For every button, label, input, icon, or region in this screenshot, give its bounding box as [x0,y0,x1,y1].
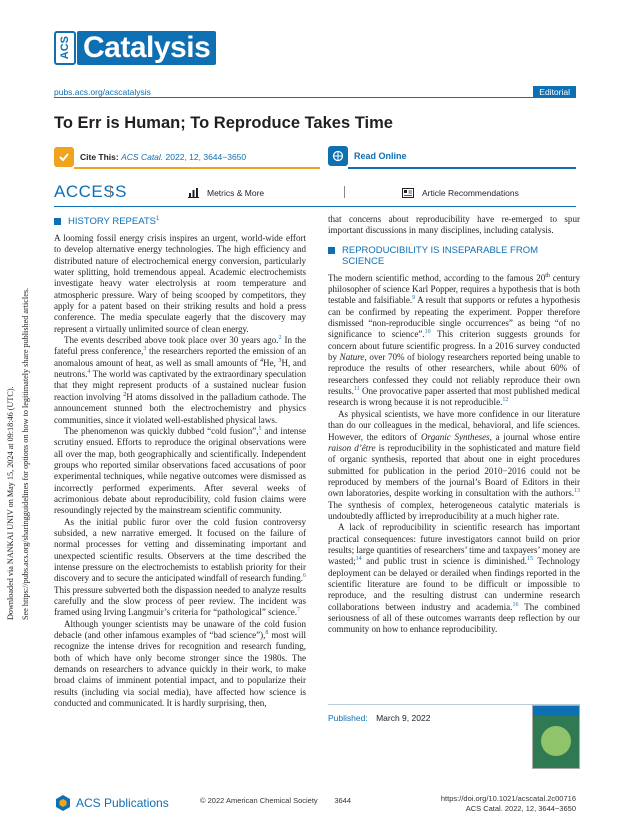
paragraph: As physical scientists, we have more confidence in our literature than do our colleagues in the medical, behavioral, and life sciences. However, the editors of Organic Syntheses, a journal whose entire raison d’être is reproducibility in the sophisticated and mature field of organic synthesis, reported that about one in eight procedures submitted for publication in the period 2010−2016 could not be reproduced by members of the journal’s Board of Editors in their own laboratories, despite working in consultation with the authors.$^{13}$ The synthesis of complex, heterogeneous catalytic materials is undoubtedly afflicted by irreproducibility at a much higher rate. [328,408,581,521]
section-heading-reproducibility: REPRODUCIBILITY IS INSEPARABLE FROM SCIENCE [328,245,580,267]
published-label: Published: [328,713,368,723]
read-online-button[interactable] [328,146,407,166]
checkmark-icon [54,147,74,167]
footer-citation [441,794,576,814]
paragraph: that concerns about reproducibility have re-emerged to spur important discussions in many disciplines, including catalysis. [328,214,580,236]
journal-wordmark: Catalysis [77,31,216,65]
footer-citation-line: ACS Catal. 2022, 12, 3644−3650 [465,804,576,813]
section-badge: Editorial [533,86,576,98]
cite-pub: 2022, 12, 3644−3650 [165,152,247,162]
download-notice-line2: See https://pubs.acs.org/sharingguidelines for options on how to legitimately share published articles. [21,287,30,620]
header-divider [54,97,576,98]
access-label: ACCESS [54,182,127,201]
page-number: 3644 [334,796,352,805]
article-title: To Err is Human; To Reproduce Takes Time [54,114,393,132]
cite-journal: ACS Catal. [121,152,164,162]
globe-icon [328,146,348,166]
bar-chart-icon [188,188,199,198]
article-recommendations-link[interactable] [402,188,519,198]
paragraph: A lack of reproducibility in scientific research has important practical consequences: future investigators cannot build on prior results; large quantities of researchers’ time and taxpayers’ money are wasted;$^{14}$ and public trust in science is diminished.$^{15}$ Technology deployment can be delayed or derailed when findings reported in the scientific literature are found to be difficult or impossible to reproduce, and the resulting distrust can undermine research collaborations between industry and academia.$^{16}$ The combined seriousness of all of these outcomes warrants deep reflection by our community on how to enhance reproducibility. [328,522,580,635]
read-online-label: Read Online [354,151,407,161]
document-icon [402,188,414,198]
paragraph: The events described above took place over 30 years ago.$^2$ In the fateful press conference,$^3$ the researchers reported the emission of an anomalous amount of heat, as well as small amounts of $^4$He, $^3$H, and neutrons.$^4$ The world was captivated by the extraordinary speculation that they might represent products of a sustained nuclear fusion reaction involving $^2$H atoms dissolved in the palladium cathode. The announcement stunned both the electrochemistry and physics communities, since it violated well-established physical laws. [54,335,306,425]
journal-cover-thumbnail[interactable] [532,705,580,769]
copyright: © 2022 American Chemical Society 3644 [200,796,352,805]
metrics-more-link[interactable] [188,188,264,198]
published-box [328,704,580,723]
acs-mark: ACS [54,31,76,65]
cite-underline [74,167,320,169]
cite-this[interactable] [54,146,320,168]
access-bar [54,180,576,207]
paragraph: A looming fossil energy crisis inspires an urgent, world-wide effort to develop alternative energy technologies. The high efficiency and distributed nature of electrochemical energy conversion, particularly water splitting, hold tremendous appeal. Academic electrochemists investigate heavy water electrolysis at room temperature and atmospheric pressure. Wary of being scooped by competitors, they apply for a patent based on their striking results and hold a press conference. The media speculate eagerly that the discovery may represent a virtually unlimited source of clean energy. [54,233,306,334]
journal-logo[interactable] [54,30,216,66]
metrics-more-label: Metrics & More [207,188,265,198]
published-date: March 9, 2022 [376,713,431,723]
paragraph: The phenomenon was quickly dubbed “cold fusion”,$^5$ and intense scrutiny ensued. Efforts to reproduce the original observations were all over the map, both geographically and scientifically. Independent groups who reported similar observations faced accusations of poor experimental techniques, while negative outcomes were dismissed as incorrectly performed experiments. After several weeks of acrimonious debate about reproducibility, cold fusion claims were resoundingly rejected by the mainstream scientific community. [54,425,306,516]
paragraph: Although younger scientists may be unaware of the cold fusion debacle (and other infamous examples of “bad science”),$^8$ most will recognize the intense drives for recognition and research funding, both of which have only become stronger since the 1980s. The demands on researchers to advance quickly in their work, to make broad claims of imminent potential impact, and to popularize their results (including via social media), have affected how science is conducted and communicated. It is hardly surprising, then, [54,618,306,709]
right-column [328,214,580,636]
doi-link[interactable]: https://doi.org/10.1021/acscatal.2c00716 [440,794,576,803]
download-notice [4,200,34,620]
access-divider [110,186,111,198]
acs-publications-logo[interactable]: ACS Publications [54,794,169,812]
left-column [54,214,306,709]
read-online-underline [348,167,576,169]
article-recommendations-label: Article Recommendations [422,188,519,198]
acs-hex-icon [54,794,72,812]
journal-url-link[interactable]: pubs.acs.org/acscatalysis [54,87,151,97]
paragraph: As the initial public furor over the cold fusion controversy subsided, a new narrative emerged. It focused on the failure of normal processes for vetting and disseminating important and unexpected scientific results. Observers at the time described the intense pressure on the electrochemists to establish priority for their discovery and to secure the anticipated windfall of research funding.$^6$ This pressure subverted both the dispassion needed to analyze results carefully and the slow process of peer review. The incident was framed using Irving Langmuir’s criteria for “pathological” science.$^7$ [54,516,306,618]
download-notice-line1: Downloaded via NANKAI UNIV on May 15, 2024 at 09:18:46 (UTC). [6,386,15,620]
access-divider-2 [344,186,345,198]
section-heading-history: HISTORY REPEATS$^1$ [54,216,306,227]
cite-label: Cite This: [80,152,119,162]
paragraph: The modern scientific method, according to the famous 20th century philosopher of science Karl Popper, requires a hypothesis that is both testable and falsifiable.$^9$ A result that supports or refutes a hypothesis can be confirmed by repeating the experiment. Popper therefore dismissed “non-reproducible single occurrences” as being “of no significance to science”.$^{10}$ This criterion suggests grounds for concern about future scientific progress. In a 2016 survey conducted by Nature, over 70% of biology researchers reported being unable to reproduce the results of other researchers, while about 60% of researchers confessed they could not reliably reproduce their own results.$^{11}$ One provocative paper asserted that most published medical research is wrong because it is not reproducible.$^{12}$ [328,272,581,408]
